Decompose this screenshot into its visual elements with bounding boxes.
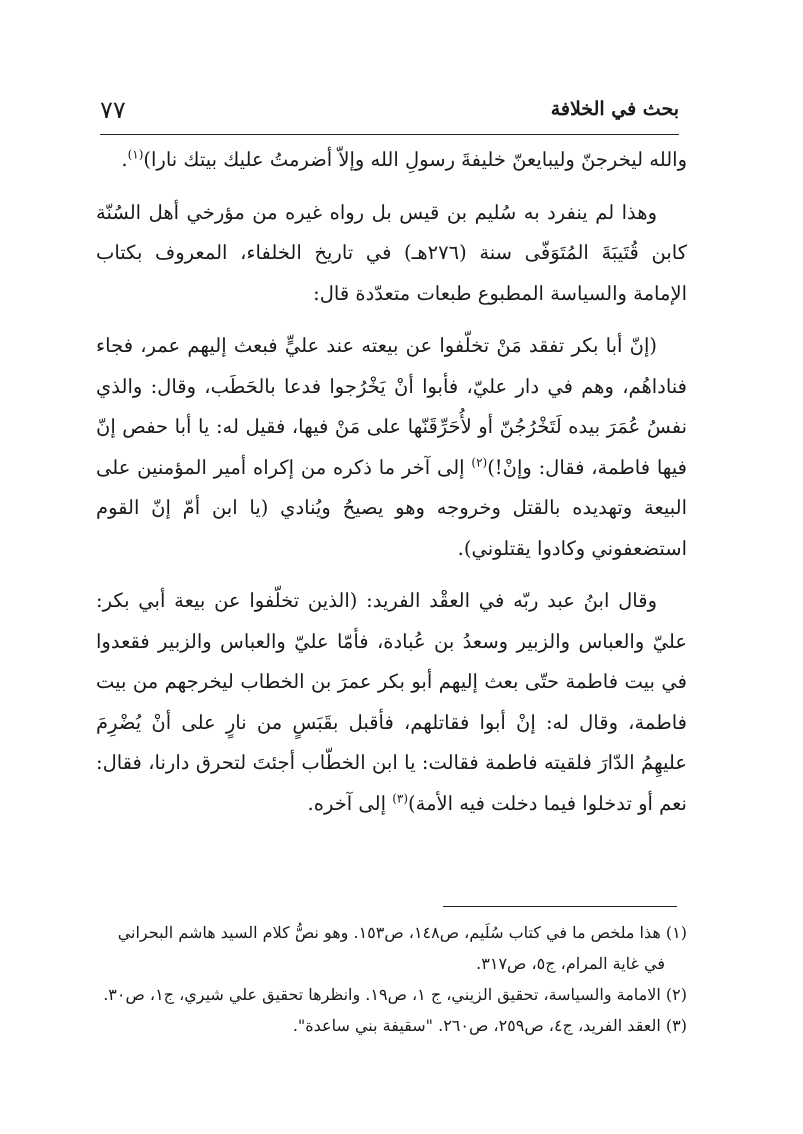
page-number: ٧٧ [100, 96, 126, 124]
paragraph-4-quote: وقال ابنُ عبد ربّه في العقْد الفريد: (الذين تخلّفوا عن بيعة أبي بكر: عليّ والعباس والزبير وسعدُ بن عُبادة، فأمّا عليّ والعباس والزبير فقعدوا في بيت فاطمة حتّى بعث إليهم أبو بكر عمرَ بن الخطاب ليخرجهم من بيت فاطمة، وقال له: إنْ أبوا فقاتلهم، فأقبل بقَبَسٍ من نارٍ على أنْ يُضْرِمَ عليهِمُ الدّارَ فلقيته فاطمة فقالت: يا ابن الخطّاب أجئتَ لتحرق دارنا، فقال: نعم أو تدخلوا فيما دخلت فيه الأمة) [96, 589, 687, 815]
paragraph-3-rest: إلى آخر ما ذكره من إكراه أمير المؤمنين على البيعة وتهديده بالقتل وخروجه وهو يصيحُ ويُنادي (يا ابن أمّ إنّ القوم استضعفوني وكادوا يقتلوني). [96, 455, 687, 560]
paragraph-4-rest: إلى آخره. [307, 791, 393, 815]
footnote-1: (١) هذا ملخص ما في كتاب سُلَيم، ص١٤٨، ص١٥٣. وهو نصُّ كلام السيد هاشم البحراني [117, 923, 687, 942]
footnote-ref-2: (٢) [471, 455, 488, 469]
footnote-1-continuation: في غاية المرام، ج٥، ص٣١٧. [476, 954, 665, 973]
footnote-separator [443, 906, 677, 907]
footnote-3: (٣) العقد الفريد، ج٤، ص٢٥٩، ص٢٦٠. "سقيفة بني ساعدة". [292, 1016, 687, 1035]
paragraph-2: وهذا لم ينفرد به سُليم بن قيس بل رواه غيره من مؤرخي أهل السُنّة كابن قُتَيبَةَ المُتَوَفّى سنة (٢٧٦هـ) في تاريخ الخلفاء، المعروف بكتاب الإمامة والسياسة المطبوع طبعات متعدّدة قال: [96, 200, 688, 305]
paragraph-1-text: والله ليخرجنّ وليبايعنّ خليفةَ رسولِ الله وإلاّ أضرمتُ عليك بيتك نارا) [143, 148, 687, 171]
footnotes [96, 917, 687, 1041]
paragraph-4 [96, 581, 687, 824]
paragraph-1-end: . [121, 148, 128, 171]
main-text [96, 140, 687, 830]
footnote-2: (٢) الامامة والسياسة، تحقيق الزيني، ج ١، ص١٩. وانظرها تحقيق علي شيري، ج١، ص٣٠. [103, 985, 687, 1004]
book-title: بحث في الخلافة [550, 98, 679, 120]
footnote-ref-3: (٣) [392, 791, 409, 805]
paragraph-3-quote: (إنّ أبا بكر تفقد مَنْ تخلّفوا عن بيعته عند عليٍّ فبعث إليهم عمر، فجاء فناداهُم، وهم في دار عليّ، فأبوا أنْ يَخْرُجوا فدعا بالحَطَب، وقال: والذي نفسُ عُمَرَ بيده لَتَخْرُجُنّ أو لأُحَرِّقَنّها على مَنْ فيها، فقيل له: يا أبا حفص إنّ فيها فاطمة، فقال: وإنْ!) [96, 334, 688, 479]
paragraph-3 [96, 326, 687, 569]
paragraph-1 [96, 140, 687, 181]
footnote-ref-1: (١) [127, 147, 144, 162]
running-header [100, 94, 679, 130]
header-rule [100, 134, 679, 135]
